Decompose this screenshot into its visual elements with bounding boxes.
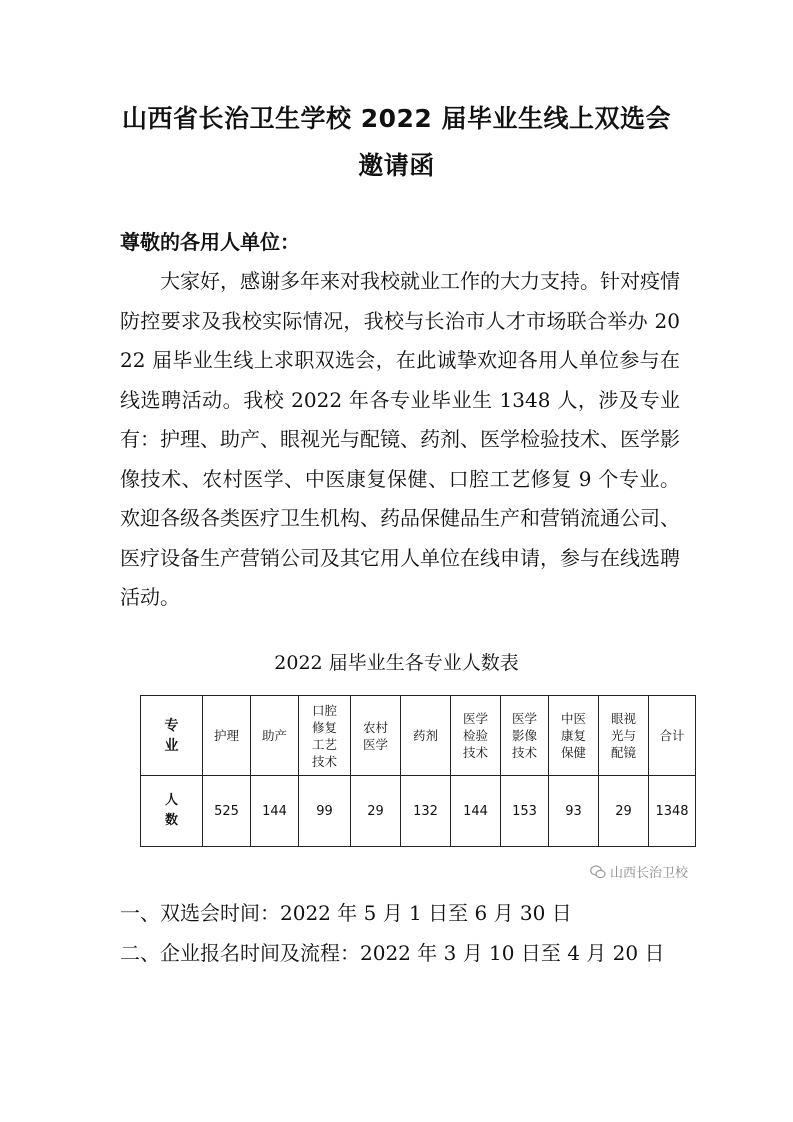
data-cell: 153 [501,776,549,847]
table-title: 2022 届毕业生各专业人数表 [274,652,519,674]
table-data-row [141,776,696,847]
wechat-icon [590,865,606,879]
header-cell: 助产 [251,696,299,776]
header-cell: 农村 医学 [351,696,401,776]
table-header-row [141,696,696,776]
header-cell: 眼视 光与 配镜 [599,696,649,776]
item-schedule: 一、双选会时间：2022 年 5 月 1 日至 6 月 30 日 [120,901,572,925]
data-cell: 99 [299,776,351,847]
data-cell: 525 [203,776,251,847]
data-cell: 144 [451,776,501,847]
watermark [590,862,688,881]
header-cell: 合计 [649,696,696,776]
data-cell: 144 [251,776,299,847]
header-cell: 医学 影像 技术 [501,696,549,776]
document-subtitle: 邀请函 [358,151,435,180]
header-cell: 口腔 修复 工艺 技术 [299,696,351,776]
header-cell: 药剂 [401,696,451,776]
data-cell: 93 [549,776,599,847]
data-cell: 132 [401,776,451,847]
data-cell: 29 [351,776,401,847]
header-cell: 医学 检验 技术 [451,696,501,776]
item-registration: 二、企业报名时间及流程：2022 年 3 月 10 日至 4 月 20 日 [120,941,665,965]
row-label-cell: 人 数 [141,776,203,847]
body-paragraph: 大家好，感谢多年来对我校就业工作的大力支持。针对疫情防控要求及我校实际情况，我校与长治市人才市场联合举办 2022 届毕业生线上求职双选会，在此诚挚欢迎各用人单位参与在线选聘活动。我校 2022 年各专业毕业生 1348 人，涉及专业有：护理、助产、眼视光与配镜、药剂、医学检验技术、医学影像技术、农村医学、中医康复保健、口腔工艺修复 9 个专业。欢迎各级各类医疗卫生机构、药品保健品生产和营销流通公司、医疗设备生产营销公司及其它用人单位在线申请，参与在线选聘活动。 [120,269,680,609]
data-cell: 1348 [649,776,696,847]
header-cell: 中医 康复 保健 [549,696,599,776]
header-cell: 护理 [203,696,251,776]
header-label-cell: 专 业 [141,696,203,776]
data-cell: 29 [599,776,649,847]
salutation: 尊敬的各用人单位： [120,230,300,254]
watermark-text: 山西长治卫校 [610,866,689,881]
majors-table [140,695,696,847]
document-title: 山西省长治卫生学校 2022 届毕业生线上双选会 [122,104,671,133]
